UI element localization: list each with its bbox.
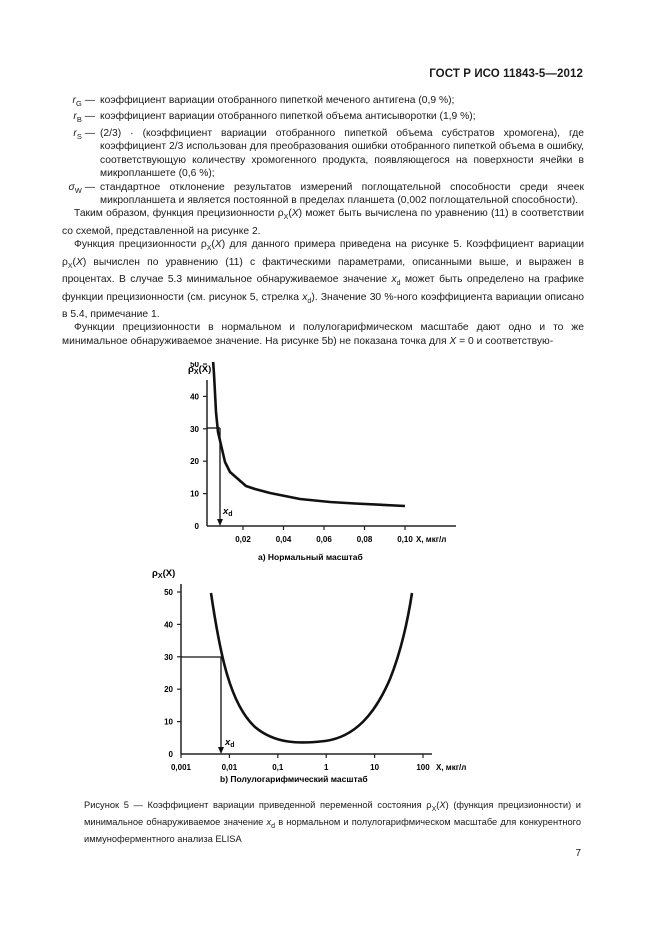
definition-text: стандартное отклонение результатов измерений поглощательной способности среди ячеек микропланшета и является постоянной в пределах планшета (0,002 поглощательной способности).: [100, 181, 584, 206]
chart-a-xd-arrowhead: [217, 519, 223, 526]
paragraph-figure-reference: Функция прецизионности $\rho_X(X)$ для данного примера приведена на рисунке 5. Коэффициент вариации $\rho_X(X)$ вычислен по уравнению (11) с фактическими параметрами, описанными выше, и выражен в процентах. В случае 5.3 минимальное обнаруживаемое значение $x_d$ может быть определено на графике функции прецизионности (см. рисунок 5, стрелка $x_d$). Значение 30 %-ного коэффициента вариации описано в 5.4, примечание 1.: [62, 239, 584, 321]
chart-b-ytick-label: 50: [164, 588, 173, 597]
definition-item: [62, 181, 584, 208]
document-header: ГОСТ Р ИСО 11843-5—2012: [429, 68, 583, 80]
chart-b-subcaption: b) Полулогарифмический масштаб: [220, 774, 368, 784]
chart-a-xlabel: X, мкг/л: [416, 535, 447, 544]
paragraph-precision-function: Таким образом, функция прецизионности $\rho_X(X)$ может быть вычислена по уравнению (11) в соответствии со схемой, представленной на рисунке 2.: [62, 208, 584, 237]
definition-symbol: $r_B$ —: [73, 111, 95, 125]
definition-text: коэффициент вариации отобранного пипеткой объема антисыворотки (1,9 %);: [100, 111, 476, 123]
definition-text: (2/3) · (коэффициент вариации отобранного пипеткой объема субстратов хромогена), где коэффициент 2/3 использован для преобразования ошибки отобранного пипеткой объема в ошибку, соответствующую количеству хромогенного продукта, появляющегося на поверхности ячейки в микропланшете (0,6 %);: [100, 127, 584, 180]
chart-b-xlabel: X, мкг/л: [436, 763, 467, 772]
chart-a-xtick-label: 0,08: [356, 535, 373, 544]
chart-a-xtick-label: 0,10: [397, 535, 413, 544]
paragraph-scales-comparison: Функции прецизионности в нормальном и полулогарифмическом масштабе дают одно и то же минимальное обнаруживаемое значение. На рисунке 5b) не показана точка для X = 0 и соответствую-: [62, 322, 584, 347]
definition-symbol: $r_G$ —: [72, 95, 95, 109]
definition-list: [62, 94, 584, 207]
chart-b-xtick-label: 0,001: [170, 763, 192, 772]
chart-a-xtick-label: 0,06: [316, 535, 332, 544]
chart-a-ytick-label: 0: [194, 522, 199, 531]
chart-a-ytick-label: 50: [190, 362, 199, 369]
chart-a-xd-label: $x_d$: [223, 506, 233, 518]
chart-normal-scale: [150, 362, 470, 577]
chart-a-ytick-label: 30: [190, 424, 199, 434]
chart-b-xtick-label: 100: [416, 763, 430, 772]
definition-item: [62, 94, 584, 110]
definition-item: [62, 110, 584, 126]
figure-caption: [84, 799, 581, 845]
body-text: [62, 94, 584, 348]
chart-b-curve: [211, 593, 412, 743]
definition-text: коэффициент вариации отобранного пипеткой меченого антигена (0,9 %);: [100, 95, 455, 106]
chart-b-xd-arrowhead: [218, 747, 224, 754]
chart-b-ytick-label: 20: [164, 685, 173, 695]
chart-b-xtick-label: 0,1: [272, 763, 284, 772]
page-number: 7: [575, 848, 581, 859]
chart-b-xtick-label: 10: [370, 763, 380, 772]
definition-item: [62, 127, 584, 181]
chart-semilog-scale: [150, 564, 470, 786]
chart-b-xd-label: $x_d$: [225, 737, 235, 749]
chart-a-curve: [213, 362, 405, 506]
chart-b-ytick-label: 10: [164, 717, 173, 727]
chart-a-ytick-label: 40: [190, 392, 199, 402]
definition-symbol: $\sigma_W$ —: [68, 181, 95, 195]
chart-a-ylabel: $\rho_X(X)$: [188, 364, 212, 376]
chart-b-xtick-label: 0,01: [221, 763, 238, 772]
figure-caption-text: Рисунок 5 — Коэффициент вариации приведенной переменной состояния $\rho_X(X)$ (функция прецизионности) и минимальное обнаруживаемое значение $x_d$ в нормальном и полулогарифмическом масштабе для конкурентного иммуноферментного анализа ELISA: [84, 800, 581, 845]
chart-b-ytick-label: 30: [164, 652, 173, 662]
chart-a-ytick-label: 10: [190, 489, 199, 499]
chart-a-xtick-label: 0,04: [275, 535, 292, 544]
chart-b-xtick-label: 1: [323, 763, 329, 772]
chart-a-subcaption: a) Нормальный масштаб: [258, 552, 363, 562]
definition-symbol: $r_S$ —: [73, 127, 95, 141]
chart-b-ytick-label: 40: [164, 620, 173, 630]
chart-b-ylabel: $\rho_X(X)$: [152, 568, 176, 580]
chart-a-xtick-label: 0,02: [235, 535, 251, 544]
chart-b-ytick-label: 0: [168, 750, 173, 759]
chart-a-ytick-label: 20: [190, 457, 199, 467]
